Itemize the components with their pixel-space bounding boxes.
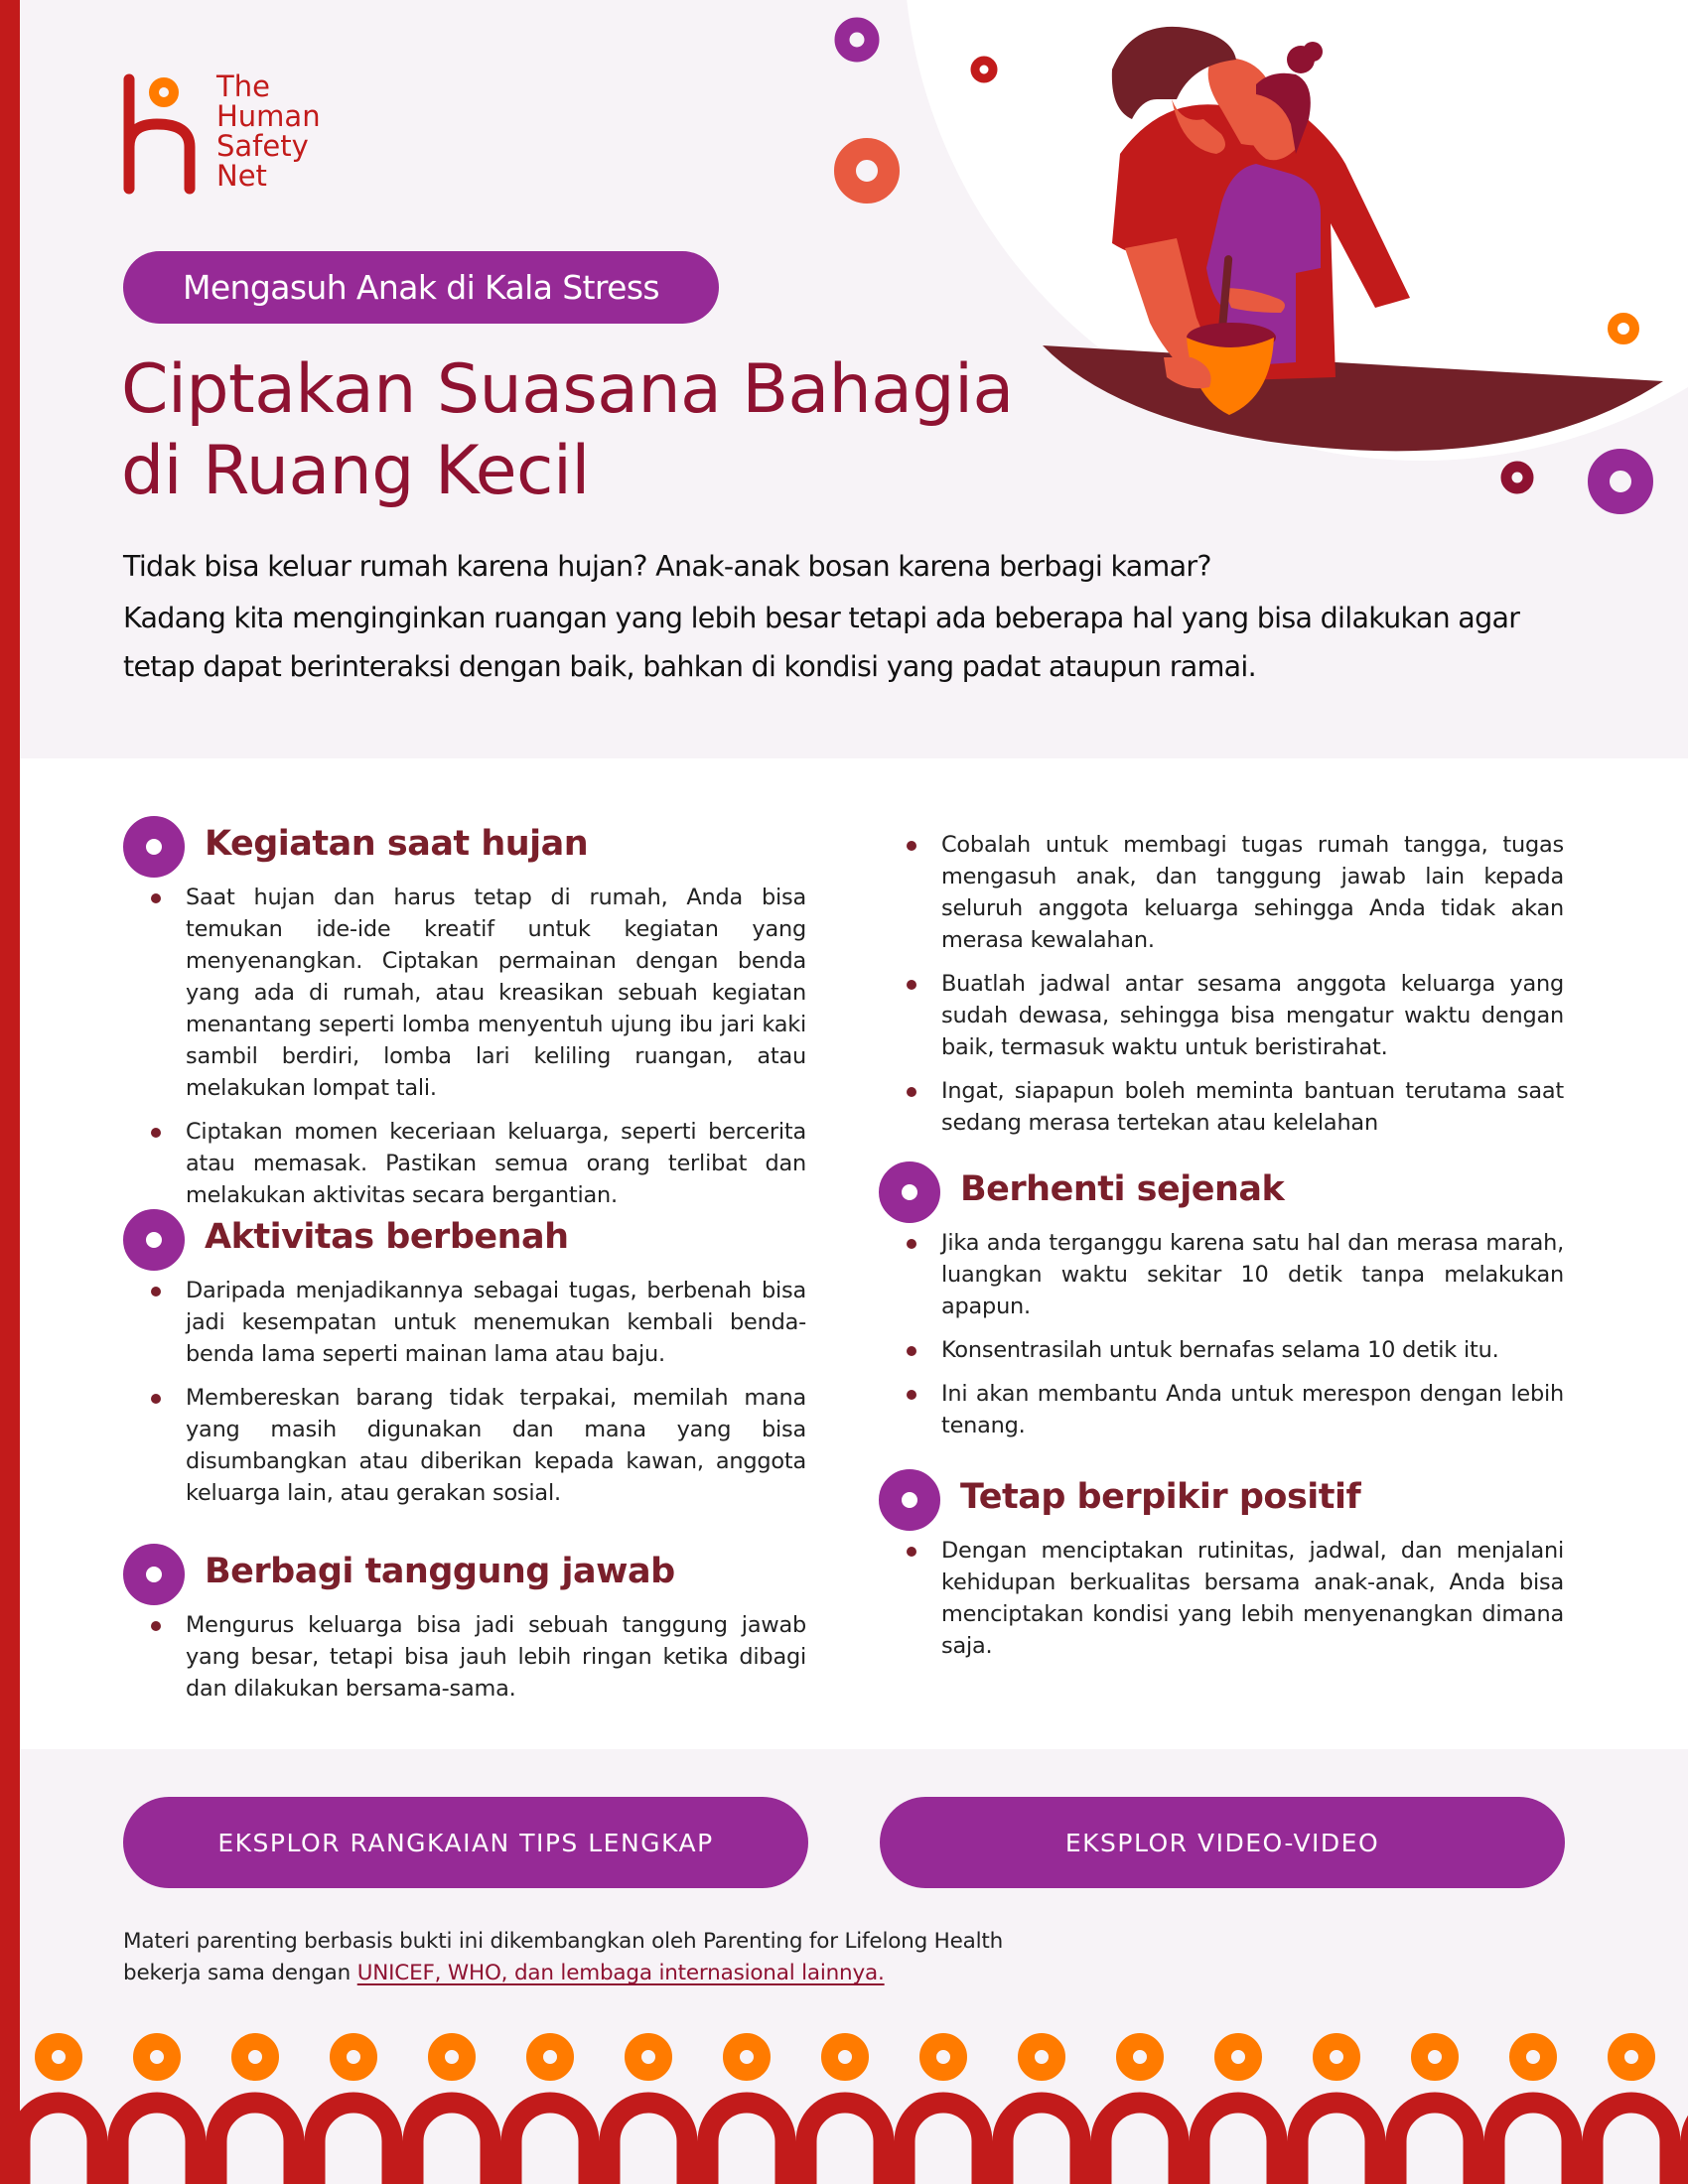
intro-text xyxy=(123,542,1573,691)
explore-videos-button[interactable]: EKSPLOR VIDEO-VIDEO xyxy=(880,1797,1565,1888)
title-line-2: di Ruang Kecil xyxy=(121,432,590,510)
red-arch xyxy=(708,2103,785,2184)
bullet-dot-icon xyxy=(907,1239,916,1249)
list-item xyxy=(879,1535,1564,1662)
footer-line-2-prefix: bekerja sama dengan xyxy=(123,1961,357,1985)
red-arch xyxy=(20,2103,97,2184)
bullet-dot-icon xyxy=(907,1087,916,1097)
red-arch xyxy=(511,2103,589,2184)
list-item xyxy=(123,1382,806,1509)
ring-bullet-icon xyxy=(123,1544,185,1605)
bullet-dot-icon xyxy=(907,841,916,851)
ring-bullet-icon xyxy=(879,1469,940,1531)
section-aktivitas-berbenah xyxy=(123,1209,806,1521)
bullet-dot-icon xyxy=(907,1547,916,1557)
bullet-dot-icon xyxy=(907,1346,916,1356)
list-item xyxy=(879,1227,1564,1322)
explore-tips-button[interactable]: EKSPLOR RANGKAIAN TIPS LENGKAP xyxy=(123,1797,808,1888)
red-arch xyxy=(413,2103,491,2184)
bullet-text: Jika anda terganggu karena satu hal dan merasa marah, luangkan waktu sekitar 10 detik tanpa melakukan apapun. xyxy=(941,1230,1564,1319)
bullet-text: Membereskan barang tidak terpakai, memilah mana yang masih digunakan dan mana yang bisa disumbangkan atau diberikan kepada kawan, anggota keluarga lain, atau gerakan sosial. xyxy=(186,1385,806,1506)
list-item xyxy=(123,882,806,1104)
ring-bullet-icon xyxy=(879,1161,940,1223)
list-item xyxy=(123,1275,806,1370)
section-title: Berhenti sejenak xyxy=(960,1169,1285,1209)
bullet-dot-icon xyxy=(151,1287,161,1297)
orange-ring-icon xyxy=(830,2042,861,2073)
list-item xyxy=(879,1075,1564,1139)
section-title: Tetap berpikir positif xyxy=(960,1477,1361,1517)
red-arch xyxy=(806,2103,884,2184)
bullet-text: Buatlah jadwal antar sesama anggota keluarga yang sudah dewasa, sehingga bisa mengatur waktu dengan baik, termasuk waktu untuk beristirahat. xyxy=(941,971,1564,1060)
orange-ring-icon xyxy=(1027,2042,1057,2073)
list-item xyxy=(879,968,1564,1063)
partners-link[interactable]: UNICEF, WHO, dan lembaga internasional lainnya. xyxy=(356,1961,885,1985)
bullet-dot-icon xyxy=(151,1128,161,1138)
orange-ring-icon xyxy=(240,2042,271,2073)
bullet-dot-icon xyxy=(907,980,916,990)
bullet-text: Ingat, siapapun boleh meminta bantuan terutama saat sedang merasa tertekan atau kelelahan xyxy=(941,1078,1564,1136)
bullet-text: Ini akan membantu Anda untuk merespon dengan lebih tenang. xyxy=(941,1381,1564,1438)
orange-ring-icon xyxy=(1223,2042,1254,2073)
red-arch xyxy=(1593,2103,1670,2184)
list-item xyxy=(123,1116,806,1211)
red-arch xyxy=(1199,2103,1277,2184)
red-arch xyxy=(610,2103,687,2184)
footer-line-1: Materi parenting berbasis bukti ini dikembangkan oleh Parenting for Lifelong Health xyxy=(123,1929,1004,1954)
bullet-dot-icon xyxy=(907,1390,916,1400)
orange-ring-icon xyxy=(535,2042,566,2073)
series-tag: Mengasuh Anak di Kala Stress xyxy=(123,251,719,324)
bullet-text: Ciptakan momen keceriaan keluarga, seperti bercerita atau memasak. Pastikan semua orang terlibat dan melakukan aktivitas secara bergantian. xyxy=(186,1119,806,1208)
ring-bullet-icon xyxy=(123,816,185,878)
bullet-text: Konsentrasilah untuk bernafas selama 10 detik itu. xyxy=(941,1337,1499,1363)
section-berbagi-tanggung-jawab xyxy=(123,1544,806,1716)
logo-line: Human xyxy=(216,99,321,133)
section-title: Berbagi tanggung jawab xyxy=(205,1552,675,1591)
orange-ring-icon xyxy=(1322,2042,1352,2073)
list-item xyxy=(879,1334,1564,1366)
bullet-text: Cobalah untuk membagi tugas rumah tangga, tugas mengasuh anak, dan tanggung jawab lain kepada seluruh anggota keluarga sehingga Anda tidak akan merasa kewalahan. xyxy=(941,832,1564,953)
bullet-text: Saat hujan dan harus tetap di rumah, Anda bisa temukan ide-ide kreatif untuk kegiatan yang menyenangkan. Ciptakan permainan dengan benda yang ada di rumah, atau kreasikan sebuah kegiatan menantang seperti lomba menyentuh ujung ibu jari kaki sambil berdiri, lomba lari keliling ruangan, atau melakukan lompat tali. xyxy=(186,885,806,1101)
section-title: Aktivitas berbenah xyxy=(205,1217,569,1257)
orange-ring-icon xyxy=(1617,2042,1647,2073)
footer-credit xyxy=(123,1926,1003,1989)
red-arch xyxy=(118,2103,196,2184)
red-arch xyxy=(1003,2103,1080,2184)
footer-line-2 xyxy=(123,1958,1003,1989)
orange-ring-icon xyxy=(339,2042,369,2073)
ring-bullet-icon xyxy=(123,1209,185,1271)
logo-mark-icon xyxy=(117,69,207,199)
bullet-dot-icon xyxy=(151,893,161,903)
red-arch xyxy=(315,2103,392,2184)
orange-ring-icon xyxy=(732,2042,763,2073)
left-accent-bar xyxy=(0,0,20,2184)
orange-ring-icon xyxy=(928,2042,959,2073)
red-arch xyxy=(1494,2103,1572,2184)
orange-ring-icon xyxy=(1125,2042,1156,2073)
bullet-dot-icon xyxy=(151,1621,161,1631)
bullet-text: Daripada menjadikannya sebagai tugas, berbenah bisa jadi kesempatan untuk menemukan kembali benda-benda lama seperti mainan lama atau baju. xyxy=(186,1278,806,1367)
bullet-text: Dengan menciptakan rutinitas, jadwal, dan menjalani kehidupan berkualitas bersama anak-anak, Anda bisa menciptakan kondisi yang lebih menyenangkan dimana saja. xyxy=(941,1538,1564,1659)
logo-line: Net xyxy=(216,159,267,193)
section-berbagi-tanggung-jawab-continued xyxy=(879,829,1564,1151)
logo-line: Safety xyxy=(216,129,309,163)
ring-purple-top xyxy=(842,25,872,55)
bullet-text: Mengurus keluarga bisa jadi sebuah tanggung jawab yang besar, tetapi bisa jauh lebih ringan ketika dibagi dan dilakukan bersama-sama. xyxy=(186,1612,806,1702)
bottom-pattern xyxy=(0,2015,1688,2184)
red-arch xyxy=(905,2103,982,2184)
orange-ring-icon xyxy=(1518,2042,1549,2073)
list-item xyxy=(879,1378,1564,1441)
ring-purple-large xyxy=(1599,460,1642,503)
orange-ring-icon xyxy=(437,2042,468,2073)
red-arch xyxy=(1101,2103,1179,2184)
red-arch xyxy=(216,2103,294,2184)
bullet-dot-icon xyxy=(151,1394,161,1404)
red-arch xyxy=(1396,2103,1474,2184)
intro-body: Kadang kita menginginkan ruangan yang lebih besar tetapi ada beberapa hal yang bisa dilakukan agar tetap dapat berinteraksi dengan baik, bahkan di kondisi yang padat ataupun ramai. xyxy=(123,602,1520,683)
orange-ring-icon xyxy=(142,2042,173,2073)
list-item xyxy=(123,1609,806,1705)
section-title: Kegiatan saat hujan xyxy=(205,824,589,864)
red-arch xyxy=(1298,2103,1375,2184)
logo-wordmark xyxy=(216,71,321,191)
list-item xyxy=(879,829,1564,956)
ring-coral xyxy=(845,149,889,193)
title-line-1: Ciptakan Suasana Bahagia xyxy=(121,350,1014,429)
section-tetap-berpikir-positif xyxy=(879,1469,1564,1674)
page-title xyxy=(121,349,1014,512)
section-berhenti-sejenak xyxy=(879,1161,1564,1453)
orange-ring-icon xyxy=(1420,2042,1451,2073)
orange-ring-icon xyxy=(44,2042,74,2073)
logo-line: The xyxy=(216,69,270,103)
section-kegiatan-saat-hujan xyxy=(123,816,806,1223)
orange-ring-icon xyxy=(633,2042,664,2073)
intro-lead: Tidak bisa keluar rumah karena hujan? Anak-anak bosan karena berbagi kamar? xyxy=(123,550,1211,583)
ring-maroon-small xyxy=(1506,467,1528,488)
